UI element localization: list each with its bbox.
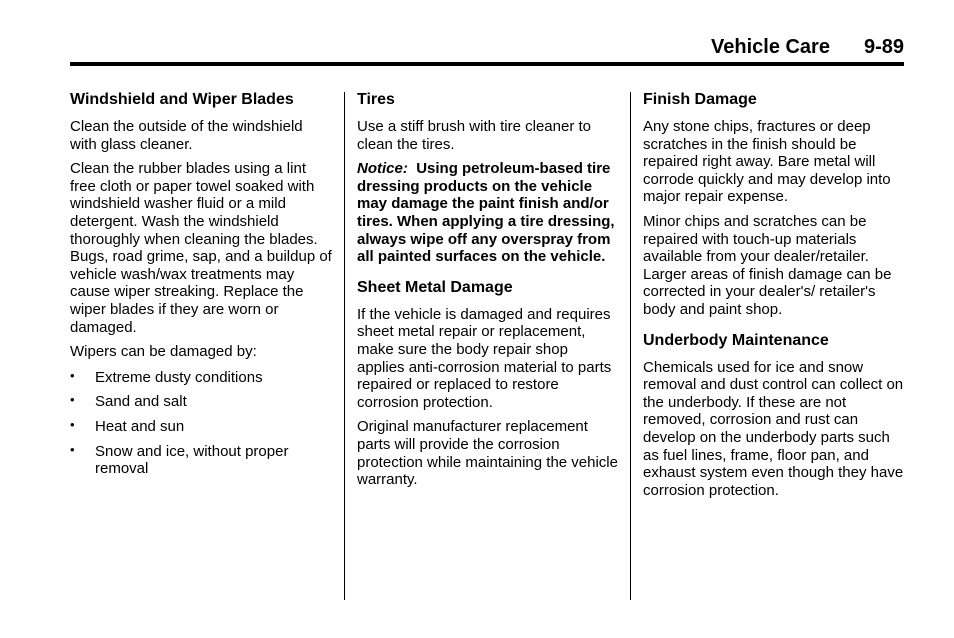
list-item: • Sand and salt [70, 392, 187, 411]
bullet-icon: • [70, 416, 75, 432]
page-number: 9-89 [863, 36, 904, 58]
paragraph: Clean the rubber blades using a lint free cloth or paper towel soaked with windshield washer fluid or a mild detergent. Wash the windshield thoroughly when cleaning the blades. Bugs, road grime, sap, and a buildup of vehicle wash/wax treatments may cause wiper streaking. Replace the wiper blades if they are worn or damaged. [70, 160, 332, 336]
notice-label: Notice: [357, 160, 408, 178]
list-item: • Extreme dusty conditions [70, 367, 263, 386]
paragraph: Clean the outside of the windshield with glass cleaner. [70, 118, 303, 153]
column-2 [357, 90, 619, 496]
bullet-icon: • [70, 392, 75, 408]
paragraph: Minor chips and scratches can be repaired with touch-up materials available from your dealer/retailer. Larger areas of finish damage can be corrected in your dealer's/ retailer's body and paint shop. [643, 212, 892, 318]
notice [357, 160, 619, 266]
section-heading: Tires [357, 91, 395, 108]
paragraph: Use a stiff brush with tire cleaner to clean the tires. [357, 118, 591, 153]
bullet-icon: • [70, 441, 75, 457]
column-3 [643, 90, 905, 506]
header-rule [70, 62, 904, 66]
header-title [711, 36, 904, 59]
section-title: Vehicle Care [711, 36, 830, 58]
list-item: • Heat and sun [70, 416, 185, 435]
notice-text: Using petroleum-based tire dressing products on the vehicle may damage the paint finish and/or tires. When applying a tire dressing, always wipe off any overspray from all painted surfaces on the vehicle. [357, 160, 615, 266]
list-item: • Snow and ice, without proper removal [70, 441, 289, 478]
column-divider [344, 92, 345, 600]
bullet-list [70, 369, 332, 478]
column-1 [70, 90, 332, 485]
section-heading: Windshield and Wiper Blades [70, 91, 294, 108]
bullet-icon: • [70, 367, 75, 383]
paragraph: Any stone chips, fractures or deep scratches in the finish should be repaired right away. Bare metal will corrode quickly and may develop into major repair expense. [643, 118, 891, 206]
paragraph: Wipers can be damaged by: [70, 343, 257, 361]
page-header [70, 0, 904, 68]
column-divider [630, 92, 631, 600]
section-heading: Finish Damage [643, 91, 757, 108]
paragraph: If the vehicle is damaged and requires sheet metal repair or replacement, make sure the body repair shop applies anti-corrosion material to parts repaired or replaced to restore corrosion protection. [357, 305, 612, 411]
section-heading: Underbody Maintenance [643, 331, 829, 349]
paragraph: Chemicals used for ice and snow removal and dust control can collect on the underbody. If these are not removed, corrosion and rust can develop on the underbody parts such as fuel lines, frame, floor pan, and exhaust system even though they have corrosion protection. [643, 358, 904, 499]
section-heading: Sheet Metal Damage [357, 278, 513, 296]
paragraph: Original manufacturer replacement parts will provide the corrosion protection while maintaining the vehicle warranty. [357, 418, 618, 489]
